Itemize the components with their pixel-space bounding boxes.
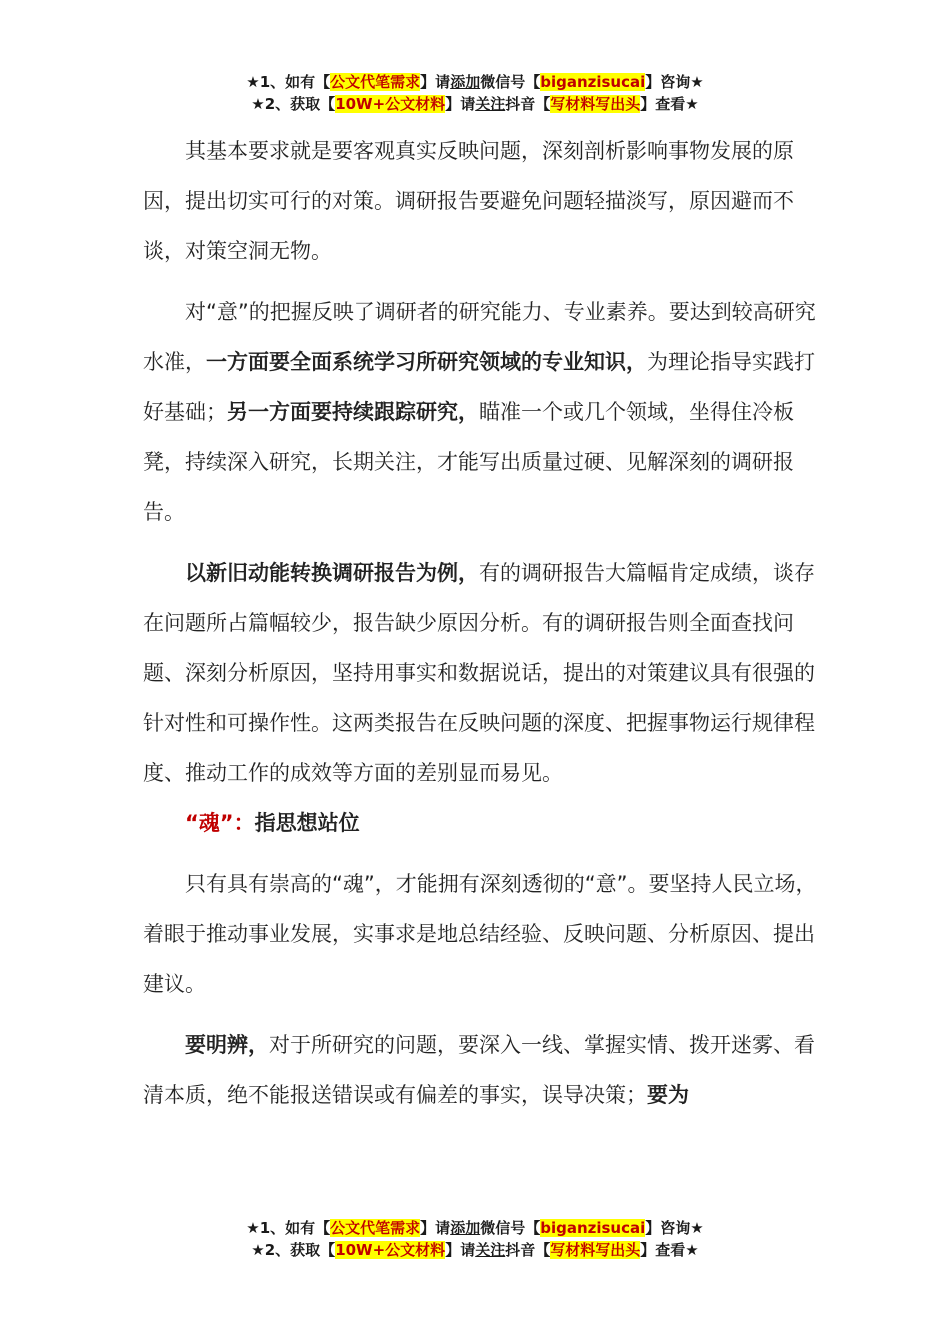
- paragraph-2: 对“意”的把握反映了调研者的研究能力、专业素养。要达到较高研究水准，一方面要全面系统学习所研究领域的专业知识，为理论指导实践打好基础；另一方面要持续跟踪研究，瞄准一个或几个领域，坐得住冷板凳，持续深入研究，长期关注，才能写出质量过硬、见解深刻的调研报告。: [143, 300, 816, 524]
- section-heading: “魂”：指思想站位: [185, 811, 360, 835]
- paragraph-5: 要明辨，对于所研究的问题，要深入一线、掌握实情、拨开迷雾、看清本质，绝不能报送错误或有偏差的事实，误导决策；要为: [143, 1033, 815, 1107]
- highlight-wechat-id: biganzisucai: [540, 73, 646, 91]
- highlight-service: 公文代笔需求: [330, 73, 421, 91]
- header-banner: [0, 71, 950, 115]
- footer-line-2: ★2、获取【10W+公文材料】请关注抖音【写材料写出头】查看★: [251, 1241, 699, 1259]
- banner-line-1: ★1、如有【公文代笔需求】请添加微信号【biganzisucai】咨询★: [246, 73, 704, 91]
- paragraph-1: 其基本要求就是要客观真实反映问题，深刻剖析影响事物发展的原因，提出切实可行的对策。调研报告要避免问题轻描淡写，原因避而不谈，对策空洞无物。: [143, 139, 794, 263]
- banner-line-2: ★2、获取【10W+公文材料】请关注抖音【写材料写出头】查看★: [251, 95, 699, 113]
- highlight-materials: 10W+公文材料: [335, 95, 446, 113]
- footer-banner: [0, 1217, 950, 1261]
- paragraph-4: 只有具有崇高的“魂”，才能拥有深刻透彻的“意”。要坚持人民立场，着眼于推动事业发展，实事求是地总结经验、反映问题、分析原因、提出建议。: [143, 872, 817, 996]
- footer-line-1: ★1、如有【公文代笔需求】请添加微信号【biganzisucai】咨询★: [246, 1219, 704, 1237]
- paragraph-3: 以新旧动能转换调研报告为例，有的调研报告大篇幅肯定成绩，谈存在问题所占篇幅较少，报告缺少原因分析。有的调研报告则全面查找问题、深刻分析原因，坚持用事实和数据说话，提出的对策建议具有很强的针对性和可操作性。这两类报告在反映问题的深度、把握事物运行规律程度、推动工作的成效等方面的差别显而易见。: [143, 561, 815, 785]
- document-body: [143, 126, 823, 1120]
- highlight-douyin: 写材料写出头: [550, 95, 641, 113]
